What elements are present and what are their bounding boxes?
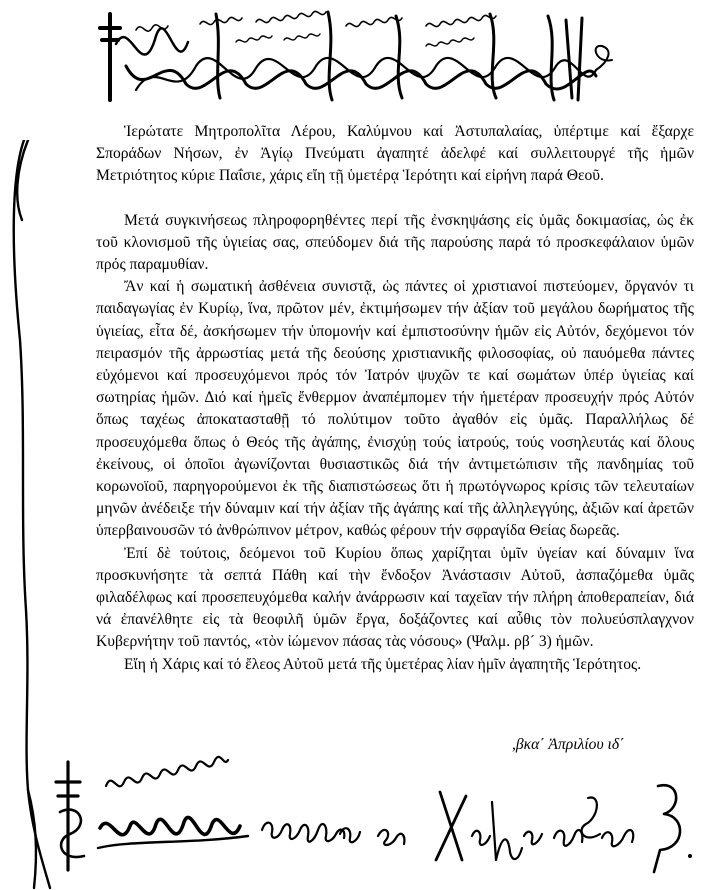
patriarchal-monogram-seal bbox=[96, 6, 616, 104]
handwritten-signature-icon bbox=[40, 752, 700, 877]
letter-date: ,βκα΄ Ἀπριλίου ιδ΄ bbox=[512, 736, 625, 753]
letter-paragraph-greeting: Ἱερώτατε Μητροπολῖτα Λέρου, Καλύμνου καί Ἀστυπαλαίας, ὑπέρτιμε καί ἔξαρχε Σποράδων Νήσων, ἐν Ἁγίῳ Πνεύματι ἀγαπητέ ἀδελφέ καί συλλειτουργέ τῆς ἡμῶν Μετριότητος κύριε Παΐσιε, χάρις εἴη τῇ ὑμετέρᾳ Ἱερότητι καί εἰρήνη παρά Θεοῦ. bbox=[96, 123, 694, 185]
letter-paragraph-closing: Εἴη ἡ Χάρις καί τό ἔλεος Αὐτοῦ μετά τῆς ὑμετέρας λίαν ἡμῖν ἀγαπητῆς Ἱερότητος. bbox=[124, 655, 642, 673]
letter-paragraph-prayer: Ἄν καί ἡ σωματική ἀσθένεια συνιστᾷ, ὡς πάντες οἱ χριστιανοί πιστεύομεν, ὄργανόν τι παιδαγωγίας ἐν Κυρίῳ, ἵνα, πρῶτον μέν, ἐκτιμήσωμεν τήν ἀξίαν τοῦ μεγάλου δωρήματος τῆς ὑγιείας, εἶτα δέ, ἀσκήσωμεν τήν ὑπομονήν καί ἐμπιστοσύνην ἡμῶν εἰς Αὐτόν, δεχόμενοι τόν πειρασμόν τῆς ἀρρωστίας μετά τῆς δεούσης χριστιανικῆς φιλοσοφίας, οὐ παυόμεθα πάντες εὐχόμενοι καί προσευχόμενοι πρός τόν Ἰατρόν ψυχῶν τε καί σωμάτων ὑπέρ ὑγιείας καί σωτηρίας ἡμῶν. Διό καί ἡμεῖς ἔνθερμον ἀναπέμπομεν τήν ἡμετέραν προσευχήν πρός Αὐτόν ὅπως ταχέως ἀποκατασταθῇ τό πολύτιμον τοῦτο ἀγαθόν εἰς ὑμᾶς. Παραλλήλως δέ προσευχόμεθα ὅπως ὁ Θεός τῆς ἀγάπης, ἐνισχύῃ τούς ἰατρούς, τούς νοσηλευτάς καί ὅλους ἐκείνους, οἱ ὁποῖοι ἀγωνίζονται θυσιαστικῶς διά τήν ἀντιμετώπισιν τῆς πανδημίας τοῦ κορωνοϊοῦ, παρηγορούμενοι ἐκ τῆς διαπιστώσεως ὅτι ἡ πρωτόγνωρος κρίσις τῶν τελευταίων μηνῶν ἀνέδειξε τήν δύναμιν καί τήν ἀξίαν τῆς ἀγάπης καί τῆς ἀλληλεγγύης, ἀξιῶν καί ἀρετῶν ὑπερβαινουσῶν τό ἀνθρώπινον μέτρον, καθώς φέρουν τήν σφραγίδα Θείας δωρεᾶς. bbox=[96, 278, 694, 540]
letter-paragraph-blessing: Ἐπί δὲ τούτοις, δεόμενοι τοῦ Κυρίου ὅπως χαρίζηται ὑμῖν ὑγείαν καί δύναμιν ἵνα προσκυνήσητε τὰ σεπτά Πάθη καί τὴν ἔνδοξον Ἀνάστασιν Αὐτοῦ, ἀσπαζόμεθα ὑμᾶς φιλαδέλφως καί προσεπευχόμεθα καλήν ἀνάρρωσιν καί ταχεῖαν τήν πλήρη ἀποθεραπείαν, διά νά ἐπανέλθητε εἰς τὰ θεοφιλῆ ὑμῶν ἔργα, δοξάζοντες καί αὖθις τὸν πολυεύσπλαγχνον Κυβερνήτην τοῦ παντός, «τὸν ἰώμενον πάσας τὰς νόσους» (Ψαλμ. ρβ´ 3) ἡμῶν. bbox=[96, 544, 694, 651]
letter-paragraph-news: Μετά συγκινήσεως πληροφορηθέντες περί τῆς ἐνσκηψάσης εἰς ὑμᾶς δοκιμασίας, ὡς ἐκ τοῦ κλονισμοῦ τῆς ὑγιείας σας, σπεύδομεν διά τῆς παρούσης παρά τό προσκεφάλαιον ὑμῶν πρός παραμυθίαν. bbox=[96, 211, 694, 274]
letter-body bbox=[96, 121, 694, 676]
